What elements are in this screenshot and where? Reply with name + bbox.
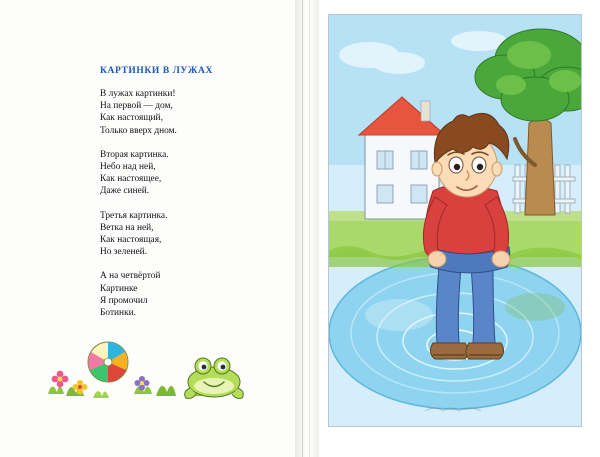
poem-line: Третья картинка. (100, 210, 168, 221)
poem-stanza (100, 88, 177, 137)
poem-line: А на четвёртой (100, 271, 161, 282)
boy-right-leg (471, 267, 495, 343)
poem-line: На первой — дом, (100, 101, 173, 112)
poem-stanza (100, 210, 177, 259)
boy-right-hand (492, 251, 510, 267)
boy-left-shoe (430, 343, 468, 359)
illustration-frame (328, 14, 582, 427)
poem-line: Ботинки. (100, 308, 136, 319)
grass-icon (48, 386, 206, 398)
boy-left-hand (428, 251, 446, 267)
frog-icon (185, 358, 244, 399)
book-gutter (295, 0, 319, 457)
boy-right-shoe (466, 343, 504, 359)
poem-line: Как настоящий, (100, 113, 163, 124)
poem-line: Картинке (100, 283, 138, 294)
poem-line: Вторая картинка. (100, 149, 169, 160)
poem-stanza (100, 149, 177, 198)
poem-line: Даже синей. (100, 186, 150, 197)
vignette-svg (38, 336, 253, 406)
poem-line: Небо над ней, (100, 162, 156, 173)
poem-line: Как настоящая, (100, 235, 162, 246)
poem-line: Ветка на ней, (100, 222, 154, 233)
gutter-shadow-line (309, 0, 310, 457)
illustration-svg (329, 15, 581, 426)
right-page (319, 0, 600, 457)
poem-title: КАРТИНКИ В ЛУЖАХ (100, 66, 213, 76)
poem-line: Только вверх дном. (100, 125, 177, 136)
poem-stanza (100, 270, 177, 319)
beach-ball-icon (88, 342, 128, 382)
poem-line: Я промочил (100, 295, 148, 306)
poem-body (100, 88, 177, 331)
decoration-vignette (38, 336, 253, 406)
gutter-crease-line (302, 0, 303, 457)
poem-line: В лужах картинки! (100, 89, 176, 99)
boy-left-leg (436, 267, 461, 343)
poem-line: Но зеленей. (100, 247, 148, 258)
left-page (0, 0, 295, 457)
poem-line: Как настоящее, (100, 174, 162, 185)
